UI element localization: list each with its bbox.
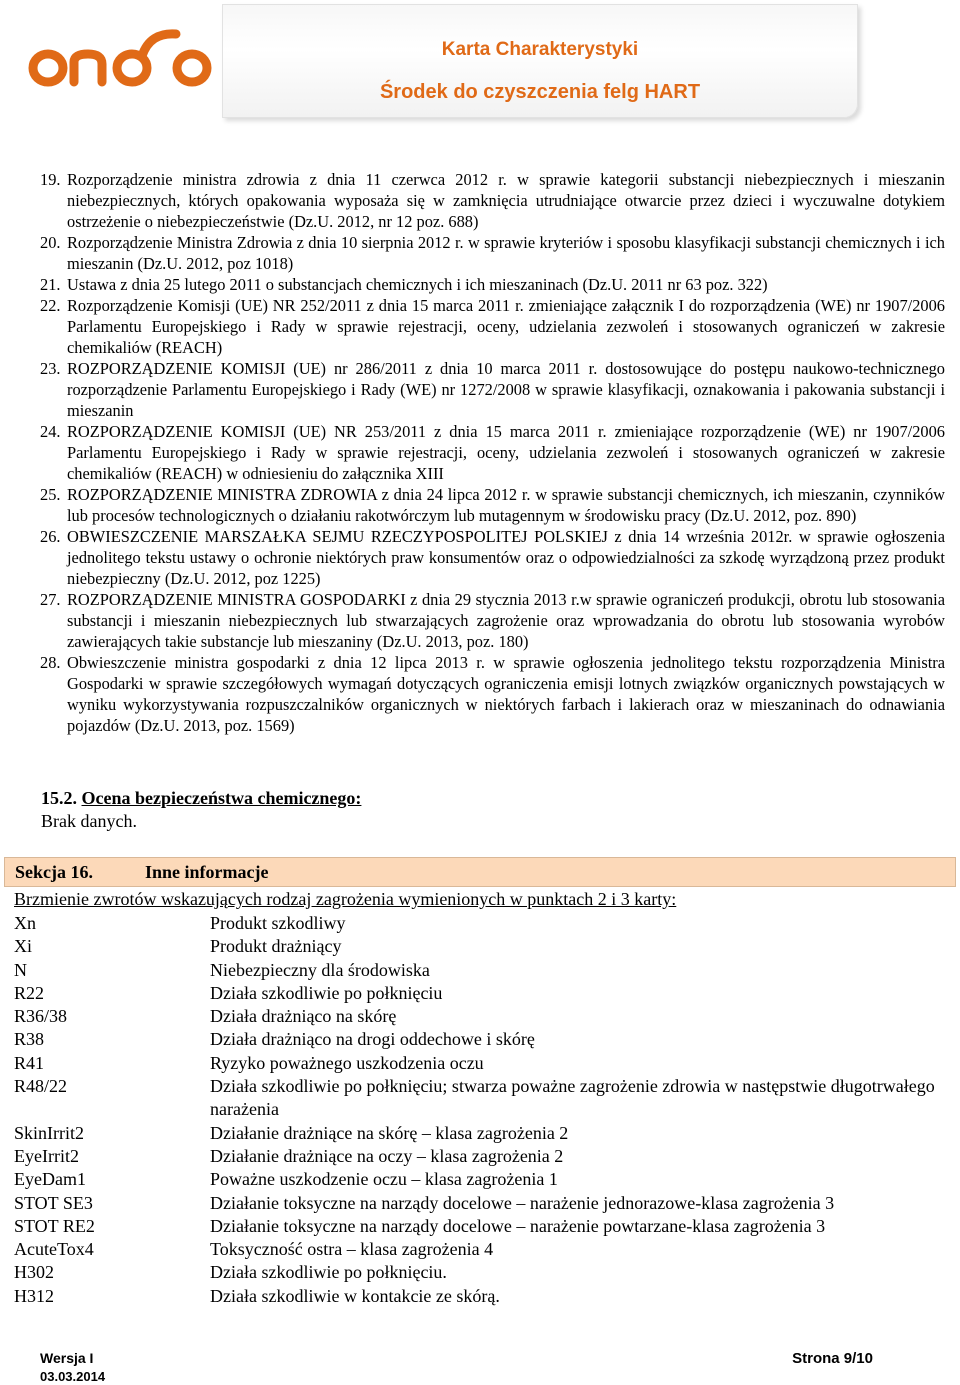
phrase-code: AcuteTox4 bbox=[14, 1239, 94, 1260]
item-number: 23. bbox=[40, 359, 61, 378]
section-number: Sekcja 16. bbox=[15, 862, 93, 882]
item-text: Rozporządzenie Ministra Zdrowia z dnia 10 sierpnia 2012 r. w sprawie kryteriów i sposobu klasyfikacji substancji chemicznych i ich mieszanin (Dz.U. 2012, poz 1018) bbox=[67, 233, 945, 273]
phrase-code: STOT RE2 bbox=[14, 1215, 95, 1236]
item-number: 28. bbox=[40, 653, 61, 672]
phrase-description: Działa szkodliwie w kontakcie ze skórą. bbox=[210, 1285, 500, 1306]
table-row bbox=[14, 1215, 944, 1238]
phrase-description: Działa drażniąco na skórę bbox=[210, 1006, 397, 1027]
item-text: Rozporządzenie Komisji (UE) NR 252/2011 z dnia 15 marca 2011 r. zmieniające załącznik I do rozporządzenia (WE) nr 1907/2006 Parlamentu Europejskiego i Rady w sprawie rejestracji, oceny, udzielania zezwoleń i stosowanych ograniczeń w zakresie chemikaliów (REACH) bbox=[67, 296, 945, 357]
item-text: Obwieszczenie ministra gospodarki z dnia 12 lipca 2013 r. w sprawie ogłoszenia jednolitego tekstu rozporządzenia Ministra Gospodarki w sprawie szczegółowych wymagań dotyczących ograniczenia emisji lotnych związków organicznych powstających w wyniku wykorzystywania rozpuszczalników organicznych w niektórych farbach i lakierach oraz w mieszaninach do odnawiania pojazdów (Dz.U. 2013, poz. 1569) bbox=[67, 653, 945, 735]
item-text: ROZPORZĄDZENIE KOMISJI (UE) nr 286/2011 z dnia 10 marca 2011 r. dostosowujące do postępu naukowo-technicznego rozporządzenie Parlamentu Europejskiego i Rady (WE) nr 1272/2008 w sprawie klasyfikacji, oznakowania i pakowania substancji i mieszanin bbox=[67, 359, 945, 420]
phrase-code: N bbox=[14, 959, 27, 980]
list-item bbox=[40, 484, 945, 526]
list-item bbox=[40, 421, 945, 484]
phrase-description: Ryzyko poważnego uszkodzenia oczu bbox=[210, 1052, 484, 1073]
product-name: Środek do czyszczenia felg HART bbox=[379, 81, 701, 103]
phrase-code: EyeDam1 bbox=[14, 1169, 86, 1190]
table-row bbox=[14, 1238, 944, 1261]
phrase-description: Toksyczność ostra – klasa zagrożenia 4 bbox=[210, 1239, 494, 1260]
list-item bbox=[40, 358, 945, 421]
subsection-title: Ocena bezpieczeństwa chemicznego: bbox=[81, 788, 362, 808]
regulations-list bbox=[40, 169, 945, 736]
item-number: 24. bbox=[40, 422, 61, 441]
item-number: 25. bbox=[40, 485, 61, 504]
phrase-description: Produkt szkodliwy bbox=[210, 913, 346, 933]
table-row bbox=[14, 1052, 944, 1075]
phrases-intro: Brzmienie zwrotów wskazujących rodzaj zagrożenia wymienionych w punktach 2 i 3 karty: bbox=[14, 889, 677, 909]
item-text: ROZPORZĄDZENIE MINISTRA GOSPODARKI z dnia 29 stycznia 2013 r.w sprawie ograniczeń produkcji, obrotu lub stosowania substancji i mieszanin niebezpiecznych lub stwarzających zagrożenie oraz wprowadzania do obrotu lub stosowania wyrobów zawierających takie substancje lub mieszaniny (Dz.U. 2013, poz. 180) bbox=[67, 590, 945, 651]
list-item bbox=[40, 295, 945, 358]
item-text: OBWIESZCZENIE MARSZAŁKA SEJMU RZECZYPOSPOLITEJ POLSKIEJ z dnia 14 września 2012r. w sprawie ogłoszenia jednolitego tekstu ustawy o ochronie niektórych praw konsumentów oraz o odpowiedzialności za szkodę wyrządzoną przez produkt niebezpieczny (Dz.U. 2012, poz 1225) bbox=[67, 527, 945, 588]
list-item bbox=[40, 169, 945, 232]
subsection-heading bbox=[41, 787, 361, 809]
ondo-logo bbox=[26, 22, 216, 102]
phrase-description: Działanie toksyczne na narządy docelowe – narażenie jednorazowe-klasa zagrożenia 3 bbox=[210, 1192, 835, 1213]
item-number: 22. bbox=[40, 296, 61, 315]
item-number: 20. bbox=[40, 233, 61, 252]
phrase-description: Niebezpieczny dla środowiska bbox=[210, 959, 430, 980]
phrase-code: SkinIrrit2 bbox=[14, 1122, 84, 1143]
table-row bbox=[14, 935, 944, 958]
table-row bbox=[14, 1122, 944, 1145]
section-16-header bbox=[4, 857, 956, 887]
phrase-description: Działa szkodliwie po połknięciu bbox=[210, 982, 443, 1003]
phrase-code: R38 bbox=[14, 1029, 45, 1050]
footer-date: 03.03.2014 bbox=[40, 1369, 106, 1384]
table-row bbox=[14, 1261, 944, 1284]
item-text: ROZPORZĄDZENIE MINISTRA ZDROWIA z dnia 24 lipca 2012 r. w sprawie substancji chemicznych, ich mieszanin, czynników lub procesów technologicznych o działaniu rakotwórczym lub mutagennym w środowisku pracy (Dz.U. 2012, poz. 890) bbox=[67, 485, 945, 525]
table-row bbox=[14, 1285, 944, 1308]
list-item bbox=[40, 652, 945, 736]
document-title: Karta Charakterystyki bbox=[441, 39, 639, 60]
item-number: 27. bbox=[40, 590, 61, 609]
item-text: ROZPORZĄDZENIE KOMISJI (UE) NR 253/2011 z dnia 15 marca 2011 r. zmieniające rozporządzenie (WE) nr 1907/2006 Parlamentu Europejskiego i Rady w sprawie rejestracji, oceny, udzielania zezwoleń i stosowanych ograniczeń w zakresie chemikaliów (REACH) w odniesieniu do załącznika XIII bbox=[67, 422, 945, 483]
phrase-code: R41 bbox=[14, 1052, 45, 1073]
phrase-description: Działanie drażniące na skórę – klasa zagrożenia 2 bbox=[210, 1122, 569, 1143]
phrase-code: Xn bbox=[14, 913, 36, 933]
item-number: 21. bbox=[40, 275, 61, 294]
item-number: 26. bbox=[40, 527, 61, 546]
phrase-code: H312 bbox=[14, 1285, 54, 1306]
item-text: Rozporządzenie ministra zdrowia z dnia 11 czerwca 2012 r. w sprawie kategorii substancji niebezpiecznych i mieszanin niebezpiecznych, których opakowania wyposaża się w zamknięcia utrudniające otwarcie przez dzieci i wyczuwalne dotykiem ostrzeżenie o niebezpieczeństwie (Dz.U. 2012, nr 12 poz. 688) bbox=[67, 170, 945, 231]
phrase-code: EyeIrrit2 bbox=[14, 1145, 79, 1166]
phrase-description: Działanie drażniące na oczy – klasa zagrożenia 2 bbox=[210, 1145, 564, 1166]
phrase-code: H302 bbox=[14, 1262, 54, 1283]
phrase-code: STOT SE3 bbox=[14, 1192, 93, 1213]
table-row bbox=[14, 1192, 944, 1215]
table-row bbox=[14, 1005, 944, 1028]
footer-version: Wersja I bbox=[40, 1350, 94, 1366]
list-item bbox=[40, 589, 945, 652]
phrase-description: Działa szkodliwie po połknięciu; stwarza poważne zagrożenie zdrowia w następstwie długotrwałego narażenia bbox=[210, 1076, 935, 1120]
table-row bbox=[14, 1028, 944, 1051]
phrase-description: Działanie toksyczne na narządy docelowe – narażenie powtarzane-klasa zagrożenia 3 bbox=[210, 1215, 826, 1236]
table-row bbox=[14, 1075, 944, 1122]
phrase-code: Xi bbox=[14, 936, 32, 957]
phrase-code: R22 bbox=[14, 982, 45, 1003]
header-band bbox=[222, 4, 858, 118]
subsection-number: 15.2. bbox=[41, 788, 77, 808]
phrase-description: Działa drażniąco na drogi oddechowe i skórę bbox=[210, 1029, 535, 1050]
list-item bbox=[40, 232, 945, 274]
item-number: 19. bbox=[40, 170, 61, 189]
footer-page-number: Strona 9/10 bbox=[792, 1350, 873, 1367]
table-row bbox=[14, 1168, 944, 1191]
phrases-table bbox=[14, 912, 944, 1308]
phrase-description: Produkt drażniący bbox=[210, 936, 342, 957]
list-item bbox=[40, 526, 945, 589]
phrase-description: Poważne uszkodzenie oczu – klasa zagrożenia 1 bbox=[210, 1169, 558, 1190]
table-row bbox=[14, 982, 944, 1005]
phrase-description: Działa szkodliwie po połknięciu. bbox=[210, 1262, 447, 1283]
subsection-body: Brak danych. bbox=[41, 811, 137, 831]
table-row bbox=[14, 1145, 944, 1168]
section-title: Inne informacje bbox=[145, 862, 269, 882]
list-item bbox=[40, 274, 945, 295]
table-row bbox=[14, 912, 944, 935]
table-row bbox=[14, 959, 944, 982]
phrase-code: R36/38 bbox=[14, 1006, 68, 1027]
item-text: Ustawa z dnia 25 lutego 2011 o substancjach chemicznych i ich mieszaninach (Dz.U. 2011 nr 63 poz. 322) bbox=[67, 275, 768, 294]
phrase-code: R48/22 bbox=[14, 1076, 68, 1097]
